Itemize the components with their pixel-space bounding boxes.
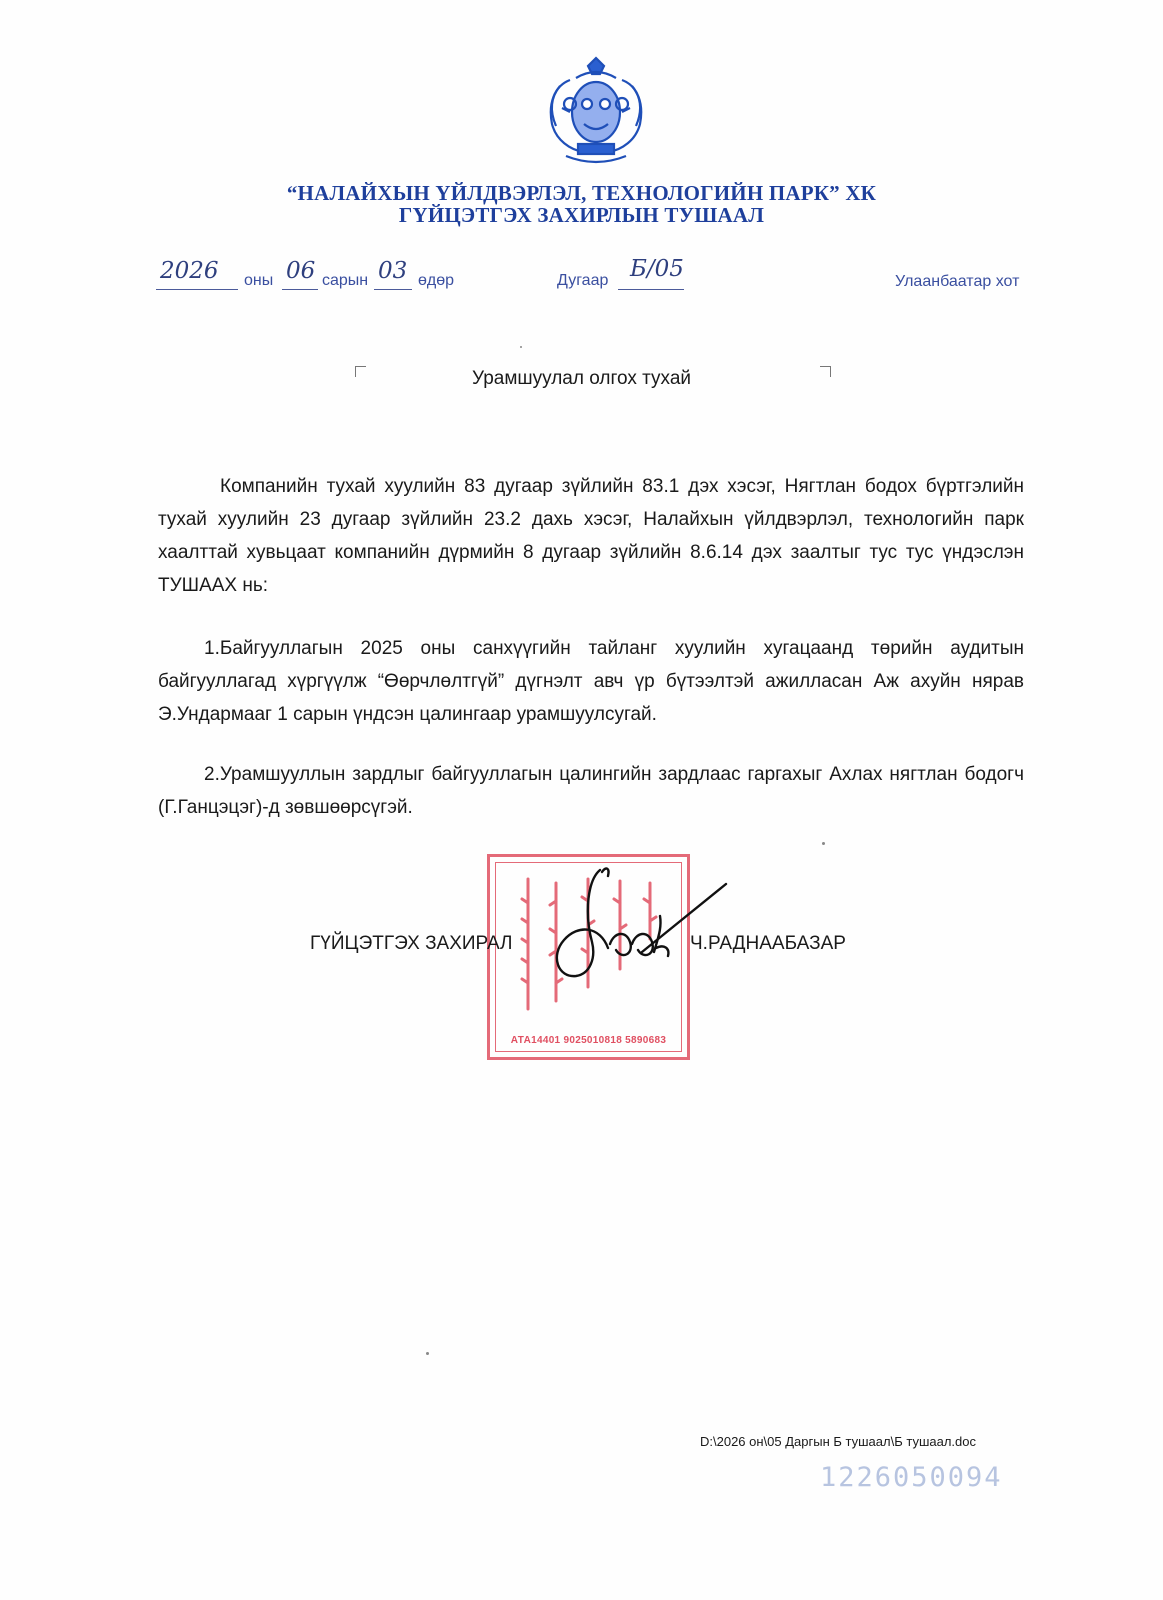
date-month: 06 — [286, 258, 316, 284]
number-underline — [618, 289, 684, 290]
subject-bracket-right — [820, 366, 831, 377]
stamp-registration-code: АТА14401 9025010818 5890683 — [510, 1035, 667, 1046]
month-underline — [282, 289, 318, 290]
scan-dot — [426, 1352, 429, 1355]
order-item-2: 2.Урамшууллын зардлыг байгууллагын цалингийн зардлаас гаргахыг Ахлах нягтлан бодогч (Г.Ганцэцэг)-д зөвшөөрсүгэй. — [158, 764, 1024, 818]
document-type-title: ГҮЙЦЭТГЭХ ЗАХИРЛЫН ТУШААЛ — [398, 203, 765, 227]
signatory-name: Ч.РАДНААБАЗАР — [690, 933, 846, 954]
month-label: сарын — [322, 272, 369, 289]
day-underline — [374, 289, 412, 290]
date-year: 2026 — [160, 258, 219, 284]
order-item-1: 1.Байгууллагын 2025 оны санхүүгийн тайланг хуулийн хугацаанд төрийн аудитын байгууллагад хүргүүлж “Өөрчлөлтгүй” дүгнэлт авч үр бүтээлтэй ажилласан Аж ахуйн нярав Э.Ундармааг 1 сарын үндсэн цалингаар урамшуулсугай. — [158, 638, 1024, 725]
preamble-paragraph: Компанийн тухай хуулийн 83 дугаар зүйлийн 83.1 дэх хэсэг, Нягтлан бодох бүртгэлийн тухай хуулийн 23 дугаар зүйлийн 23.2 дахь хэсэг, Налайхын үйлдвэрлэл, технологийн парк хаалттай хувьцаат компанийн дүрмийн 8 дугаар зүйлийн 8.6.14 дэх заалтыг тус тус үндэслэн ТУШААХ нь: — [158, 476, 1024, 596]
state-emblem — [540, 52, 652, 168]
signatory-title: ГҮЙЦЭТГЭХ ЗАХИРАЛ — [310, 933, 513, 954]
place: Улаанбаатар хот — [895, 273, 1020, 290]
subject-title: Урамшуулал олгох тухай — [471, 368, 692, 389]
date-day: 03 — [378, 258, 408, 284]
year-underline — [156, 289, 238, 290]
organization-title: “НАЛАЙХЫН ҮЙЛДВЭРЛЭЛ, ТЕХНОЛОГИЙН ПАРК” ХК — [286, 181, 877, 205]
scan-dot — [520, 346, 522, 348]
number-label: Дугаар — [557, 272, 609, 289]
scan-dot — [822, 842, 825, 845]
file-path: D:\2026 он\05 Даргын Б тушаал\Б тушаал.doc — [700, 1434, 976, 1449]
scan-code: 1226050094 — [820, 1462, 1003, 1493]
day-label: өдөр — [418, 272, 455, 289]
year-label: оны — [244, 272, 274, 289]
handwritten-signature — [530, 852, 730, 992]
document-number: Б/05 — [630, 256, 684, 282]
